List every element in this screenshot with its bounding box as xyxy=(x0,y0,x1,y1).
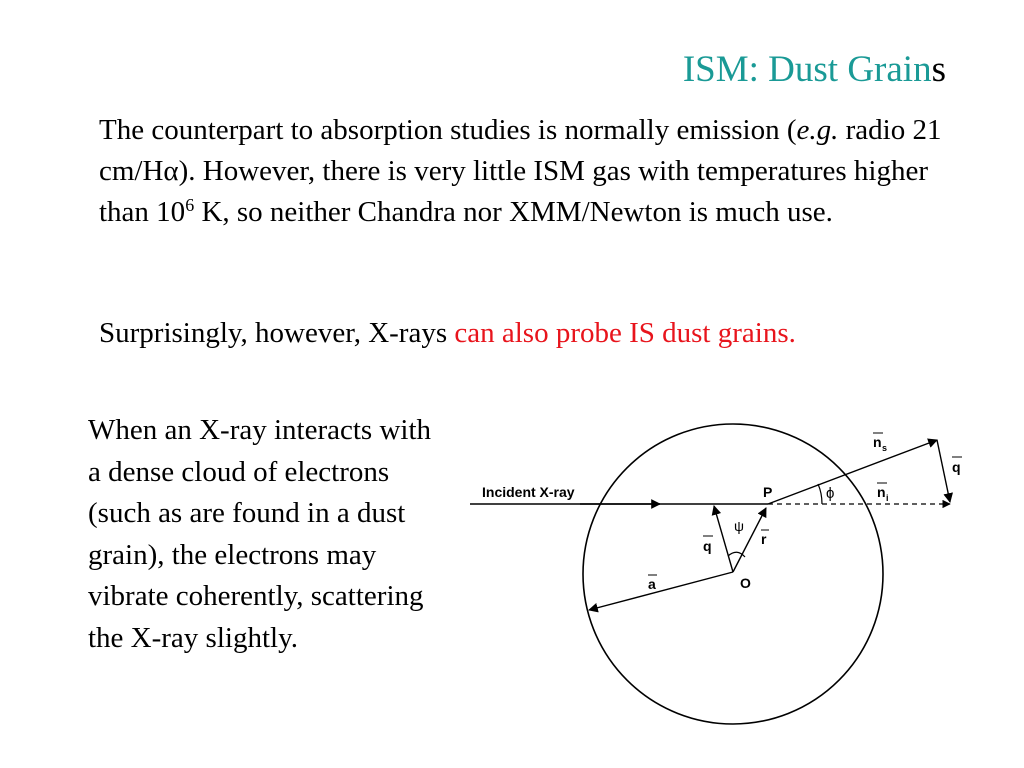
point-p-label: P xyxy=(763,484,773,500)
ns-vector-label xyxy=(873,433,887,453)
paragraph-emission xyxy=(99,110,959,233)
paragraph-scattering: When an X-ray interacts with a dense cloud of electrons (such as are found in a dust grain), the electrons may vibrate coherently, scattering the X-ray slightly. xyxy=(88,414,432,654)
q-label-right: q xyxy=(952,459,961,475)
psi-label: ψ xyxy=(734,518,744,534)
q-arrow-right xyxy=(937,440,950,502)
title-last-letter: s xyxy=(931,49,946,90)
title-main: ISM: Dust Grain xyxy=(682,49,932,90)
q-arrow-center xyxy=(714,506,733,572)
ni-subscript: i xyxy=(886,493,889,503)
ni-vector-label xyxy=(877,483,889,503)
slide-title xyxy=(683,48,946,91)
phi-label: ϕ xyxy=(826,485,835,502)
a-vector-label xyxy=(648,575,657,592)
r-label: r xyxy=(761,531,767,547)
p2-part-a: Surprisingly, however, X-rays xyxy=(99,317,455,349)
r-vector-label xyxy=(761,530,769,547)
ni-label: n xyxy=(877,484,886,500)
ns-label: n xyxy=(873,434,882,450)
phi-angle-arc xyxy=(818,484,822,504)
grain-circle xyxy=(583,424,883,724)
p1-part-c: K, so neither Chandra nor XMM/Newton is much use. xyxy=(194,196,833,228)
q-vector-label-center xyxy=(703,536,713,554)
a-label: a xyxy=(648,576,656,592)
p1-exponent: 6 xyxy=(185,195,195,215)
p1-part-a: The counterpart to absorption studies is normally emission ( xyxy=(99,114,797,146)
paragraph-surprisingly xyxy=(99,313,959,354)
incident-x-ray-label: Incident X-ray xyxy=(482,484,575,500)
point-o-label: O xyxy=(740,575,751,591)
q-vector-label-right xyxy=(952,457,962,475)
ns-arrow xyxy=(768,440,937,504)
scattering-diagram xyxy=(460,400,980,740)
p1-part-b: radio 21 cm/Hα). However, there is very little ISM gas with temperatures higher than 10 xyxy=(99,114,942,228)
ns-subscript: s xyxy=(882,443,888,453)
p2-highlight: can also probe IS dust grains. xyxy=(454,317,796,349)
p1-eg: e.g. xyxy=(796,114,839,146)
a-arrow xyxy=(589,572,733,610)
q-label-center: q xyxy=(703,538,712,554)
